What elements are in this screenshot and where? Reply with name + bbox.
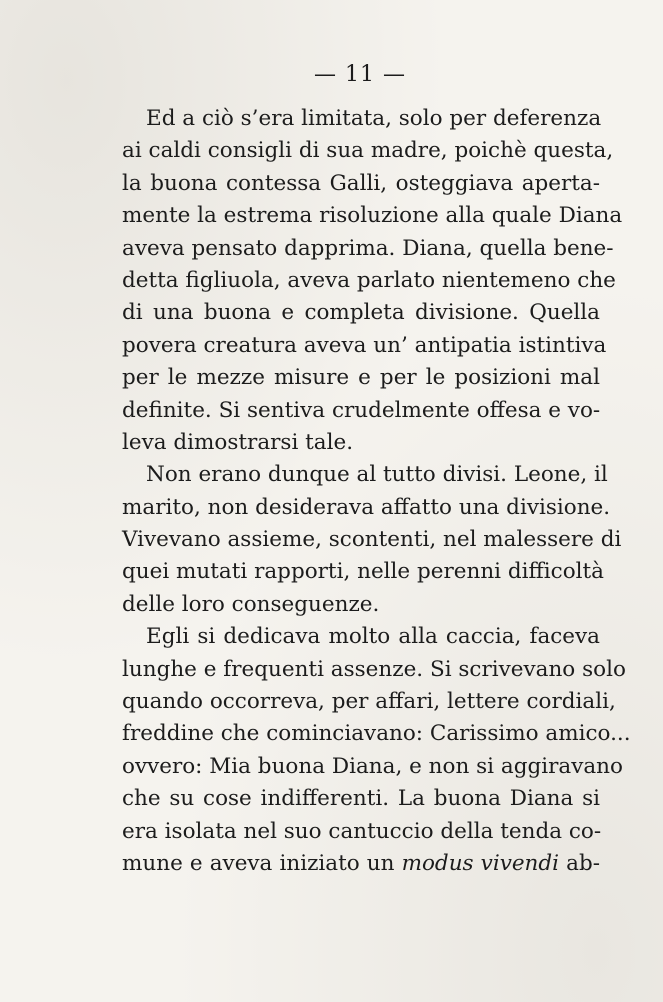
body-text [122, 103, 631, 880]
text-line: Vivevano assieme, scontenti, nel malessere di [122, 527, 622, 553]
text-line: che su cose indifferenti. La buona Diana si [122, 786, 600, 812]
text-line-with-italic [122, 848, 600, 880]
text-line: delle loro conseguenze. [122, 591, 380, 617]
text-line: marito, non desiderava affatto una divisione. [122, 494, 611, 520]
paragraph-2 [122, 459, 622, 621]
text-line: di una buona e completa divisione. Quella [122, 300, 600, 326]
page-number: — 11 — [314, 62, 406, 87]
text-line: ovvero: Mia buona Diana, e non si aggiravano [122, 753, 623, 779]
text-line: povera creatura aveva un’ antipatia istintiva [122, 332, 607, 358]
text-line: quei mutati rapporti, nelle perenni difficoltà [122, 559, 604, 585]
text-run: ab- [559, 850, 600, 876]
text-line: la buona contessa Galli, osteggiava aperta- [122, 170, 600, 196]
text-line: ai caldi consigli di sua madre, poichè questa, [122, 138, 614, 164]
text-line: quando occorreva, per affari, lettere cordiali, [122, 689, 616, 715]
text-line: leva dimostrarsi tale. [122, 429, 354, 455]
text-line: freddine che cominciavano: Carissimo amico... [122, 721, 631, 747]
text-line: detta figliuola, aveva parlato nientemeno che [122, 267, 616, 293]
text-line: Ed a ciò s’era limitata, solo per deferenza [146, 106, 602, 131]
text-line: per le mezze misure e per le posizioni mal [122, 365, 600, 391]
text-line: Egli si dedicava molto alla caccia, faceva [146, 624, 600, 650]
paragraph-3 [122, 621, 631, 880]
paragraph-1 [122, 103, 623, 459]
text-line: aveva pensato dapprima. Diana, quella bene- [122, 235, 614, 261]
text-line: definite. Si sentiva crudelmente offesa e vo- [122, 397, 601, 423]
text-run: mune e aveva iniziato un [122, 850, 402, 876]
text-line: mente la estrema risoluzione alla quale Diana [122, 203, 623, 229]
text-line: lunghe e frequenti assenze. Si scrivevano solo [122, 656, 626, 682]
text-line: Non erano dunque al tutto divisi. Leone, il [146, 462, 608, 488]
italic-phrase: modus vivendi [401, 850, 560, 876]
text-line: era isolata nel suo cantuccio della tenda co- [122, 818, 602, 844]
